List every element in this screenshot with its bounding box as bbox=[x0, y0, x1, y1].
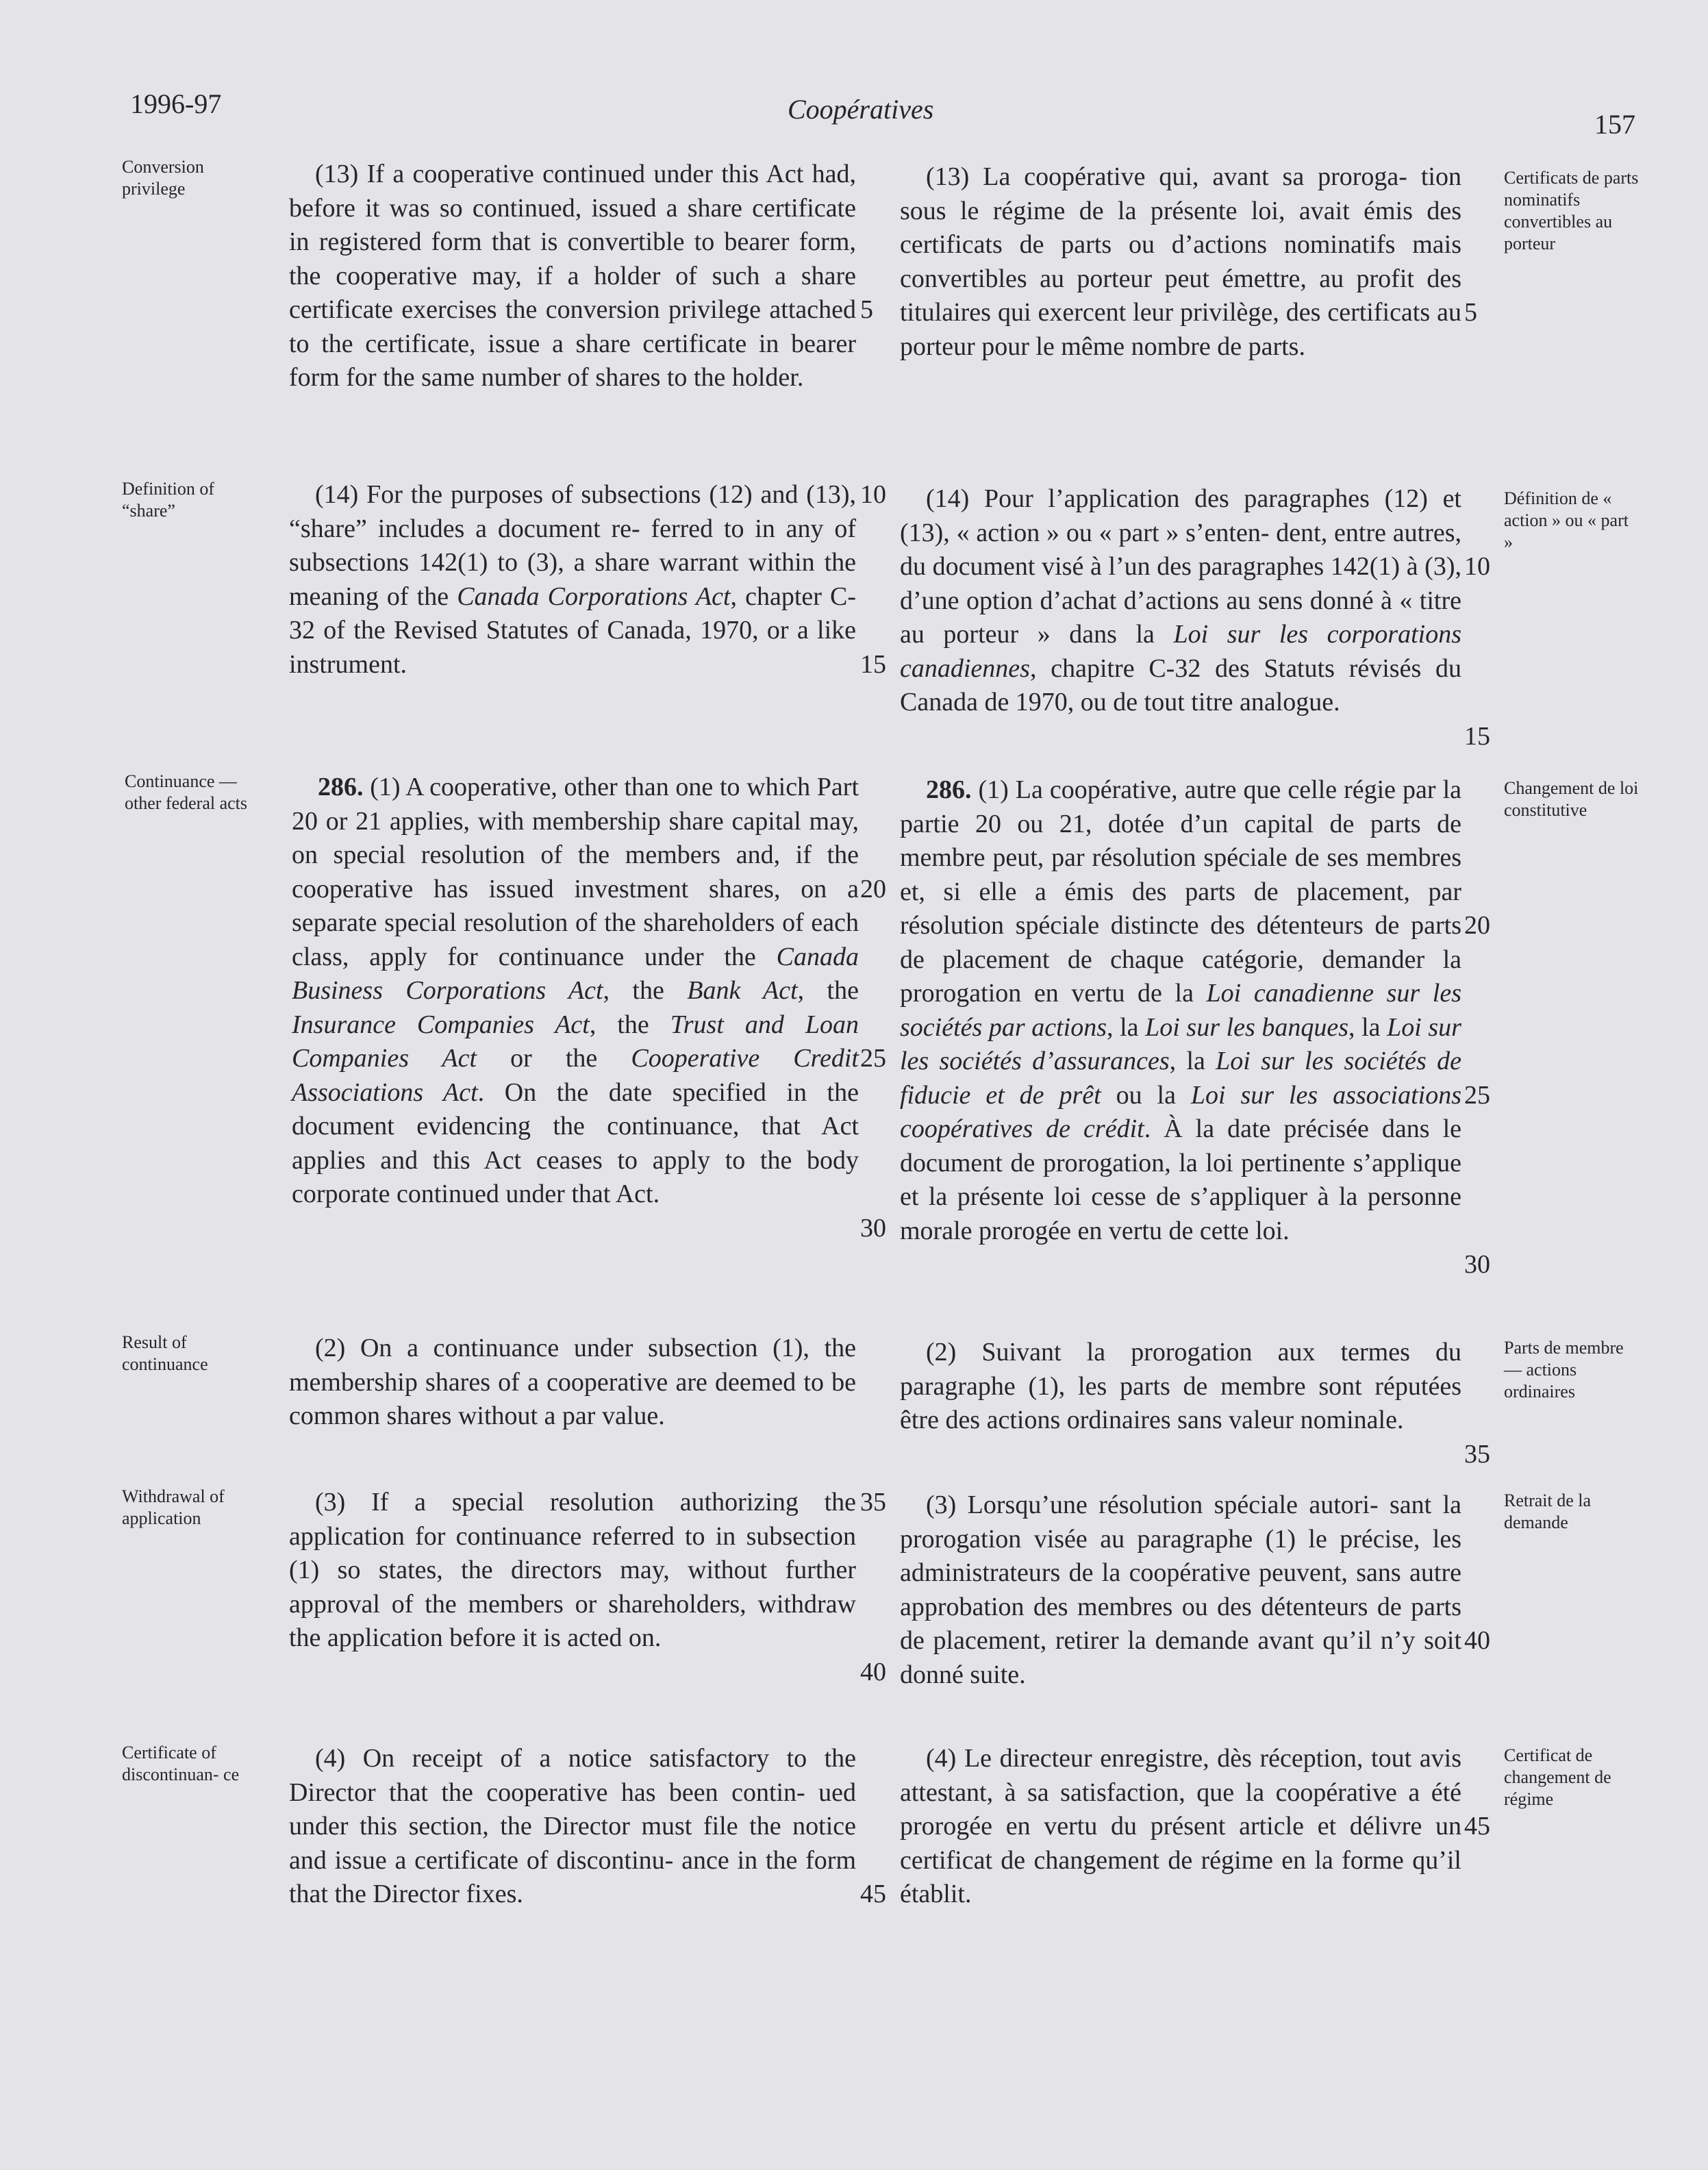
english-text: (3) If a special resolution authorizing the application for continuance referred to in subsection (1) so states, the directors may, without further approval of the members or shareholders, withdraw the application before it is acted on. bbox=[289, 1488, 856, 1652]
english-text: (4) On receipt of a notice satisfactory to the Director that the cooperative has been contin- ued under this section, the Director must file the notice and issue a certificate of discontinu- ance in the form that the Director fixes. bbox=[289, 1744, 856, 1908]
french-text: (13) La coopérative qui, avant sa proroga- tion sous le régime de la présente loi, avait émis des certificats de parts ou d’actions nominatifs mais convertibles au porteur peut émettre, au profit des titulaires qui exercent leur privilège, des certificats au porteur pour le même nombre de parts. bbox=[900, 162, 1461, 361]
line-number: 20 bbox=[1464, 911, 1490, 940]
line-number: 25 bbox=[1464, 1080, 1490, 1110]
french-text: (2) Suivant la prorogation aux termes du paragraphe (1), les parts de membre sont réputées être des actions ordinaires sans valeur nominale. bbox=[900, 1338, 1461, 1434]
running-header-year: 1996-97 bbox=[130, 88, 222, 119]
line-number: 5 bbox=[1464, 298, 1477, 327]
french-text: (3) Lorsqu’une résolution spéciale autori- sant la prorogation visée au paragraphe (1) le précise, les administrateurs de la coopérative peuvent, sans autre approbation des membres ou des détenteurs de parts de placement, retirer la demande avant qu’il n’y soit donné suite. bbox=[900, 1491, 1461, 1689]
running-header-title: Coopératives bbox=[788, 94, 934, 125]
marginal-note-en: Certificate of discontinuan- ce bbox=[122, 1743, 240, 1784]
marginal-note-fr: Certificats de parts nominatifs convertibles au porteur bbox=[1504, 168, 1639, 253]
line-number: 5 bbox=[860, 295, 873, 324]
line-number: 30 bbox=[860, 1213, 886, 1243]
french-text: (4) Le directeur enregistre, dès réception, tout avis attestant, à sa satisfaction, que la coopérative a été prorogée en vertu du présent article et délivre un certificat de changement de régime en la forme qu’il établit. bbox=[900, 1744, 1461, 1908]
line-number: 45 bbox=[860, 1880, 886, 1908]
english-text: (14) For the purposes of subsections (12) and (13), “share” includes a document re- ferred to in any of subsections 142(1) to (3), a share warrant within the meaning of the Canada Corporations Act, chapter C-32 of the Revised Statutes of Canada, 1970, or a like instrument. bbox=[289, 480, 857, 679]
line-number: 40 bbox=[860, 1657, 886, 1686]
line-number: 45 bbox=[1464, 1812, 1490, 1841]
line-number: 20 bbox=[860, 874, 886, 903]
line-number: 35 bbox=[860, 1488, 886, 1517]
page-number: 157 bbox=[1594, 109, 1635, 140]
english-text: 286. (1) A cooperative, other than one to which Part 20 or 21 applies, with membership share capital may, on special resolution of the members and, if the cooperative has issued investment shares, on a separate special resolution of the shareholders of each class, apply for continuance under the Canada Business Corporations Act, the Bank Act, the Insurance Companies Act, the Trust and Loan Companies Act or the Cooperative Credit Associations Act. On the date specified in the document evidencing the continuance, that Act applies and this Act ceases to apply to the body corporate continued under that Act. bbox=[292, 773, 859, 1208]
marginal-note-fr: Parts de membre — actions ordinaires bbox=[1504, 1338, 1624, 1401]
marginal-note-en: Result of continuance bbox=[122, 1332, 208, 1374]
marginal-note-en: Continuance — other federal acts bbox=[125, 771, 248, 813]
line-number: 35 bbox=[1464, 1439, 1490, 1469]
marginal-note-en: Conversion privilege bbox=[122, 157, 204, 199]
marginal-note-fr: Retrait de la demande bbox=[1504, 1491, 1592, 1532]
marginal-note-en: Definition of “share” bbox=[122, 479, 215, 521]
line-number: 10 bbox=[860, 480, 886, 509]
line-number: 40 bbox=[1464, 1626, 1490, 1655]
marginal-note-fr: Certificat de changement de régime bbox=[1504, 1745, 1611, 1809]
marginal-note-en: Withdrawal of application bbox=[122, 1486, 225, 1528]
marginal-note-fr: Définition de « action » ou « part » bbox=[1504, 488, 1629, 552]
marginal-note-fr: Changement de loi constitutive bbox=[1504, 778, 1639, 820]
english-text: (2) On a continuance under subsection (1), the membership shares of a cooperative are deemed to be common shares without a par value. bbox=[289, 1334, 856, 1430]
line-number: 10 bbox=[1464, 552, 1490, 581]
line-number: 15 bbox=[1464, 721, 1490, 751]
english-text: (13) If a cooperative continued under this Act had, before it was so continued, issued a share certificate in registered form that is convertible to bearer form, the cooperative may, if a holder of such a share certificate exercises the conversion privilege attached to the certificate, issue a share certificate in bearer form for the same number of shares to the holder. bbox=[289, 160, 856, 392]
french-text: 286. (1) La coopérative, autre que celle régie par la partie 20 ou 21, dotée d’un capital de parts de membre peut, par résolution spéciale de ses membres et, si elle a émis des parts de placement, par résolution spéciale distincte des détenteurs de parts de placement de chaque catégorie, demander la prorogation en vertu de la Loi canadienne sur les sociétés par actions, la Loi sur les banques, la Loi sur les sociétés d’assurances, la Loi sur les sociétés de fiducie et de prêt ou la Loi sur les associations coopératives de crédit. À la date précisée dans le document de prorogation, la loi pertinente s’applique et la présente loi cesse de s’appliquer à la personne morale prorogée en vertu de cette loi. bbox=[900, 775, 1461, 1245]
line-number: 25 bbox=[860, 1044, 886, 1073]
line-number: 15 bbox=[860, 649, 886, 679]
french-text: (14) Pour l’application des paragraphes (12) et (13), « action » ou « part » s’enten- dent, entre autres, du document visé à l’un des paragraphes 142(1) à (3), d’une option d’achat d’actions au sens donné à « titre au porteur » dans la Loi sur les corporations canadiennes, chapitre C-32 des Statuts révisés du Canada de 1970, ou de tout titre analogue. bbox=[900, 484, 1461, 716]
line-number: 30 bbox=[1464, 1250, 1490, 1279]
